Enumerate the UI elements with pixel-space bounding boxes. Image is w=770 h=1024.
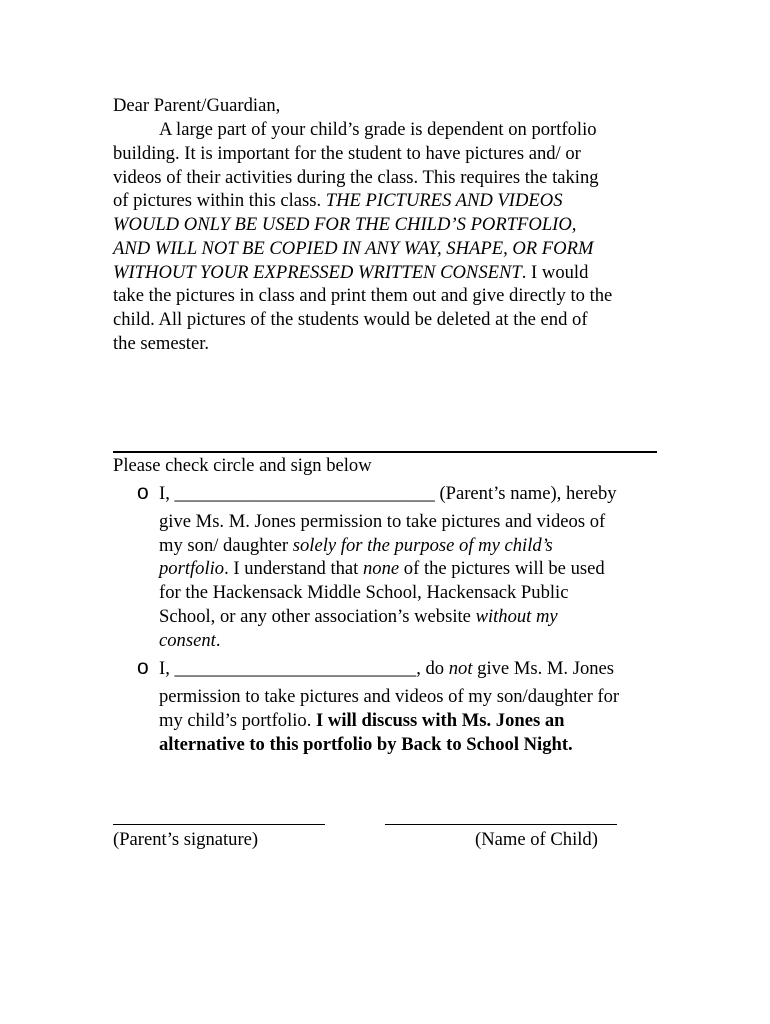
- option-emphasis: portfolio: [159, 558, 225, 579]
- option-emphasis: solely for the purpose of my child’s: [292, 535, 553, 556]
- consent-emphasis: THE PICTURES AND VIDEOS: [325, 190, 563, 211]
- option-text: . I understand that: [224, 558, 363, 579]
- child-name-label: (Name of Child): [475, 829, 598, 850]
- option-emphasis: consent: [159, 630, 216, 651]
- option-decline-line: [159, 709, 565, 733]
- consent-emphasis: WITHOUT YOUR EXPRESSED WRITTEN CONSENT: [113, 262, 522, 283]
- option-emphasis: not: [448, 658, 473, 679]
- option-consent-line: [159, 534, 553, 558]
- paragraph-line: take the pictures in class and print them out and give directly to the: [113, 285, 613, 306]
- paragraph-line: building. It is important for the student to have pictures and/ or: [113, 143, 581, 164]
- option-consent-line: [159, 557, 605, 581]
- option-text: of the pictures will be used: [399, 558, 605, 579]
- option-emphasis: none: [363, 558, 400, 579]
- section-divider: [113, 451, 657, 453]
- option-text: my son/ daughter: [159, 535, 293, 556]
- parent-signature-label: (Parent’s signature): [113, 829, 259, 850]
- paragraph-line: the semester.: [113, 333, 210, 354]
- option-consent-line: for the Hackensack Middle School, Hackensack Public: [159, 582, 569, 603]
- option-text: I, __________________________, do: [159, 658, 449, 679]
- option-text: my child’s portfolio.: [159, 710, 317, 731]
- option-consent-line: I, ____________________________ (Parent’s name), hereby: [159, 483, 617, 504]
- form-instruction: Please check circle and sign below: [113, 455, 372, 476]
- paragraph-text: of pictures within this class.: [113, 190, 326, 211]
- option-consent-line: [159, 605, 558, 629]
- option-bold-note: alternative to this portfolio by Back to School Night.: [159, 734, 573, 755]
- option-text: .: [215, 630, 221, 651]
- option-decline-checkbox[interactable]: o: [137, 656, 149, 679]
- option-bold-note: I will discuss with Ms. Jones an: [316, 710, 565, 731]
- child-name-line[interactable]: [385, 824, 617, 825]
- greeting: Dear Parent/Guardian,: [113, 95, 281, 116]
- option-text: give Ms. M. Jones: [472, 658, 615, 679]
- option-decline-line: permission to take pictures and videos of my son/daughter for: [159, 686, 620, 707]
- paragraph-line: [113, 261, 588, 285]
- consent-emphasis: AND WILL NOT BE COPIED IN ANY WAY, SHAPE, OR FORM: [113, 238, 594, 259]
- option-text: School, or any other association’s website: [159, 606, 476, 627]
- paragraph-line: A large part of your child’s grade is dependent on portfolio: [159, 119, 597, 140]
- option-decline-line: [159, 657, 614, 681]
- option-consent-line: give Ms. M. Jones permission to take pictures and videos of: [159, 511, 606, 532]
- option-emphasis: without my: [475, 606, 558, 627]
- paragraph-line: child. All pictures of the students would be deleted at the end of: [113, 309, 588, 330]
- parent-signature-line[interactable]: [113, 824, 325, 825]
- paragraph-line: videos of their activities during the class. This requires the taking: [113, 167, 599, 188]
- option-consent-line: [159, 629, 220, 653]
- paragraph-text: . I would: [521, 262, 589, 283]
- option-consent-checkbox[interactable]: o: [137, 481, 149, 504]
- consent-emphasis: WOULD ONLY BE USED FOR THE CHILD’S PORTFOLIO,: [113, 214, 577, 235]
- paragraph-line: [113, 189, 563, 213]
